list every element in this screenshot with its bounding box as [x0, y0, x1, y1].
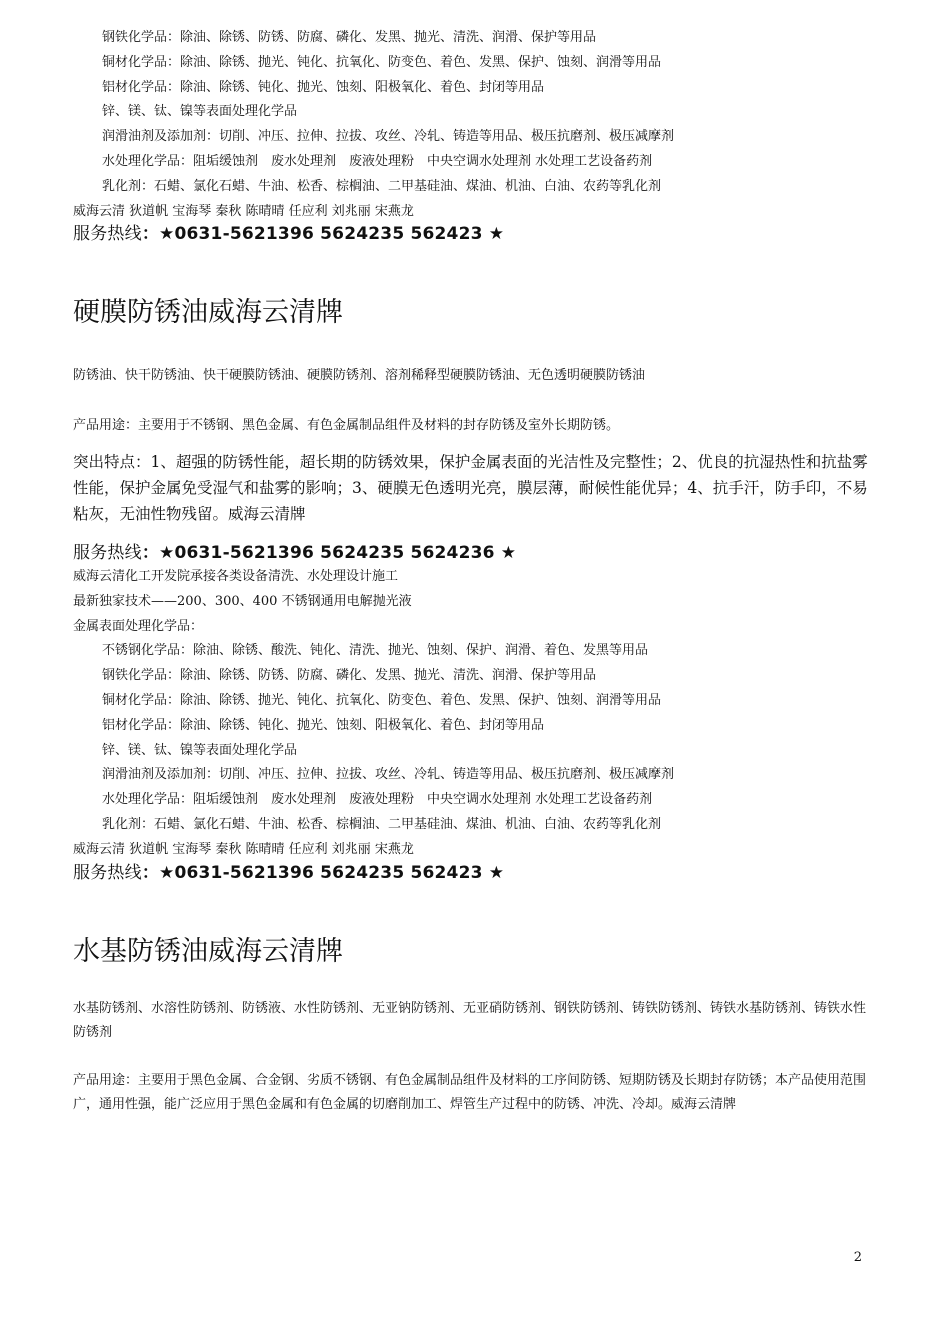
hotline-numbers: ：★0631-5621396 5624235 5624236 ★: [141, 542, 517, 563]
product-usage: 产品用途：主要用于不锈钢、黑色金属、有色金属制品组件及材料的封存防锈及室外长期防锈。: [73, 418, 620, 434]
product-line: 钢铁化学品：除油、除锈、防锈、防腐、磷化、发黑、抛光、清洗、润滑、保护等用品: [102, 668, 597, 684]
section-keywords: 水基防锈剂、水溶性防锈剂、防锈液、水性防锈剂、无亚钠防锈剂、无亚硝防锈剂、钢铁防锈剂、铸铁防锈剂、铸铁水基防锈剂、铸铁水性防锈剂: [73, 1000, 867, 1040]
company-line: 威海云清化工开发院承接各类设备清洗、水处理设计施工: [73, 568, 399, 584]
product-line: 润滑油剂及添加剂：切削、冲压、拉伸、拉拔、攻丝、冷轧、铸造等用品、极压抗磨剂、极压减摩剂: [102, 129, 675, 145]
document-page: [73, 26, 873, 1117]
product-line: 钢铁化学品：除油、除锈、防锈、防腐、磷化、发黑、抛光、清洗、润滑、保护等用品: [102, 30, 597, 45]
product-line: 乳化剂：石蜡、氯化石蜡、牛油、松香、棕榈油、二甲基硅油、煤油、机油、白油、农药等乳化剂: [102, 178, 662, 194]
section-keywords: 防锈油、快干防锈油、快干硬膜防锈油、硬膜防锈剂、溶剂稀释型硬膜防锈油、无色透明硬膜防锈油: [73, 368, 646, 384]
product-line: 铜材化学品：除油、除锈、抛光、钝化、抗氧化、防变色、着色、发黑、保护、蚀刻、润滑等用品: [102, 54, 662, 70]
company-info: [73, 565, 873, 639]
product-line: 锌、镁、钛、镍等表面处理化学品: [102, 742, 298, 758]
product-line: 不锈钢化学品：除油、除锈、酸洗、钝化、清洗、抛光、蚀刻、保护、润滑、着色、发黑等用品: [102, 643, 649, 659]
product-line: 铜材化学品：除油、除锈、抛光、钝化、抗氧化、防变色、着色、发黑、保护、蚀刻、润滑等用品: [102, 692, 662, 708]
hotline-label: 服务热线: [73, 862, 142, 883]
service-hotline: [73, 543, 873, 563]
staff-line: 威海云清 狄道帆 宝海琴 秦秋 陈晴晴 任应利 刘兆丽 宋燕龙: [73, 841, 414, 857]
company-line: 金属表面处理化学品：: [73, 618, 204, 634]
product-line: 润滑油剂及添加剂：切削、冲压、拉伸、拉拔、攻丝、冷轧、铸造等用品、极压抗磨剂、极压减摩剂: [102, 767, 675, 783]
page-number: 2: [853, 1250, 862, 1265]
product-line: 水处理化学品：阻垢缓蚀剂 废水处理剂 废液处理粉 中央空调水处理剂 水处理工艺设备药剂: [102, 153, 653, 169]
product-line: 乳化剂：石蜡、氯化石蜡、牛油、松香、棕榈油、二甲基硅油、煤油、机油、白油、农药等乳化剂: [102, 816, 662, 832]
hotline-label: 服务热线: [73, 224, 142, 245]
section-title-water-based: 水基防锈油威海云清牌: [73, 935, 343, 967]
company-line: 最新独家技术——200、300、400 不锈钢通用电解抛光液: [73, 593, 412, 609]
hotline-numbers: ：★0631-5621396 5624235 562423 ★: [141, 224, 505, 245]
top-product-list: [73, 26, 873, 224]
service-hotline: [73, 224, 873, 244]
product-features: 突出特点：1、超强的防锈性能，超长期的防锈效果，保护金属表面的光洁性及完整性；2、优良的抗湿热性和抗盐雾性能，保护金属免受湿气和盐雾的影响；3、硬膜无色透明光亮，膜层薄，耐候性能优异；4、抗手汗，防手印，不易粘灰，无油性物残留。威海云清牌: [73, 452, 868, 523]
product-line: 铝材化学品：除油、除锈、钝化、抛光、蚀刻、阳极氧化、着色、封闭等用品: [102, 79, 545, 95]
product-usage: 产品用途：主要用于黑色金属、合金钢、劣质不锈钢、有色金属制品组件及材料的工序间防锈、短期防锈及长期封存防锈；本产品使用范围广，通用性强，能广泛应用于黑色金属和有色金属的切磨削加工、焊管生产过程中的防锈、冲洗、冷却。威海云清牌: [73, 1072, 867, 1112]
hotline-label: 服务热线: [73, 542, 142, 563]
product-line: 铝材化学品：除油、除锈、钝化、抛光、蚀刻、阳极氧化、着色、封闭等用品: [102, 717, 545, 733]
staff-line: 威海云清 狄道帆 宝海琴 秦秋 陈晴晴 任应利 刘兆丽 宋燕龙: [73, 203, 414, 219]
product-line: 水处理化学品：阻垢缓蚀剂 废水处理剂 废液处理粉 中央空调水处理剂 水处理工艺设备药剂: [102, 792, 653, 808]
product-list: [73, 639, 873, 862]
service-hotline: [73, 863, 873, 883]
section-title-hard-film: 硬膜防锈油威海云清牌: [73, 297, 343, 329]
hotline-numbers: ：★0631-5621396 5624235 562423 ★: [141, 862, 505, 883]
product-line: 锌、镁、钛、镍等表面处理化学品: [102, 104, 298, 120]
